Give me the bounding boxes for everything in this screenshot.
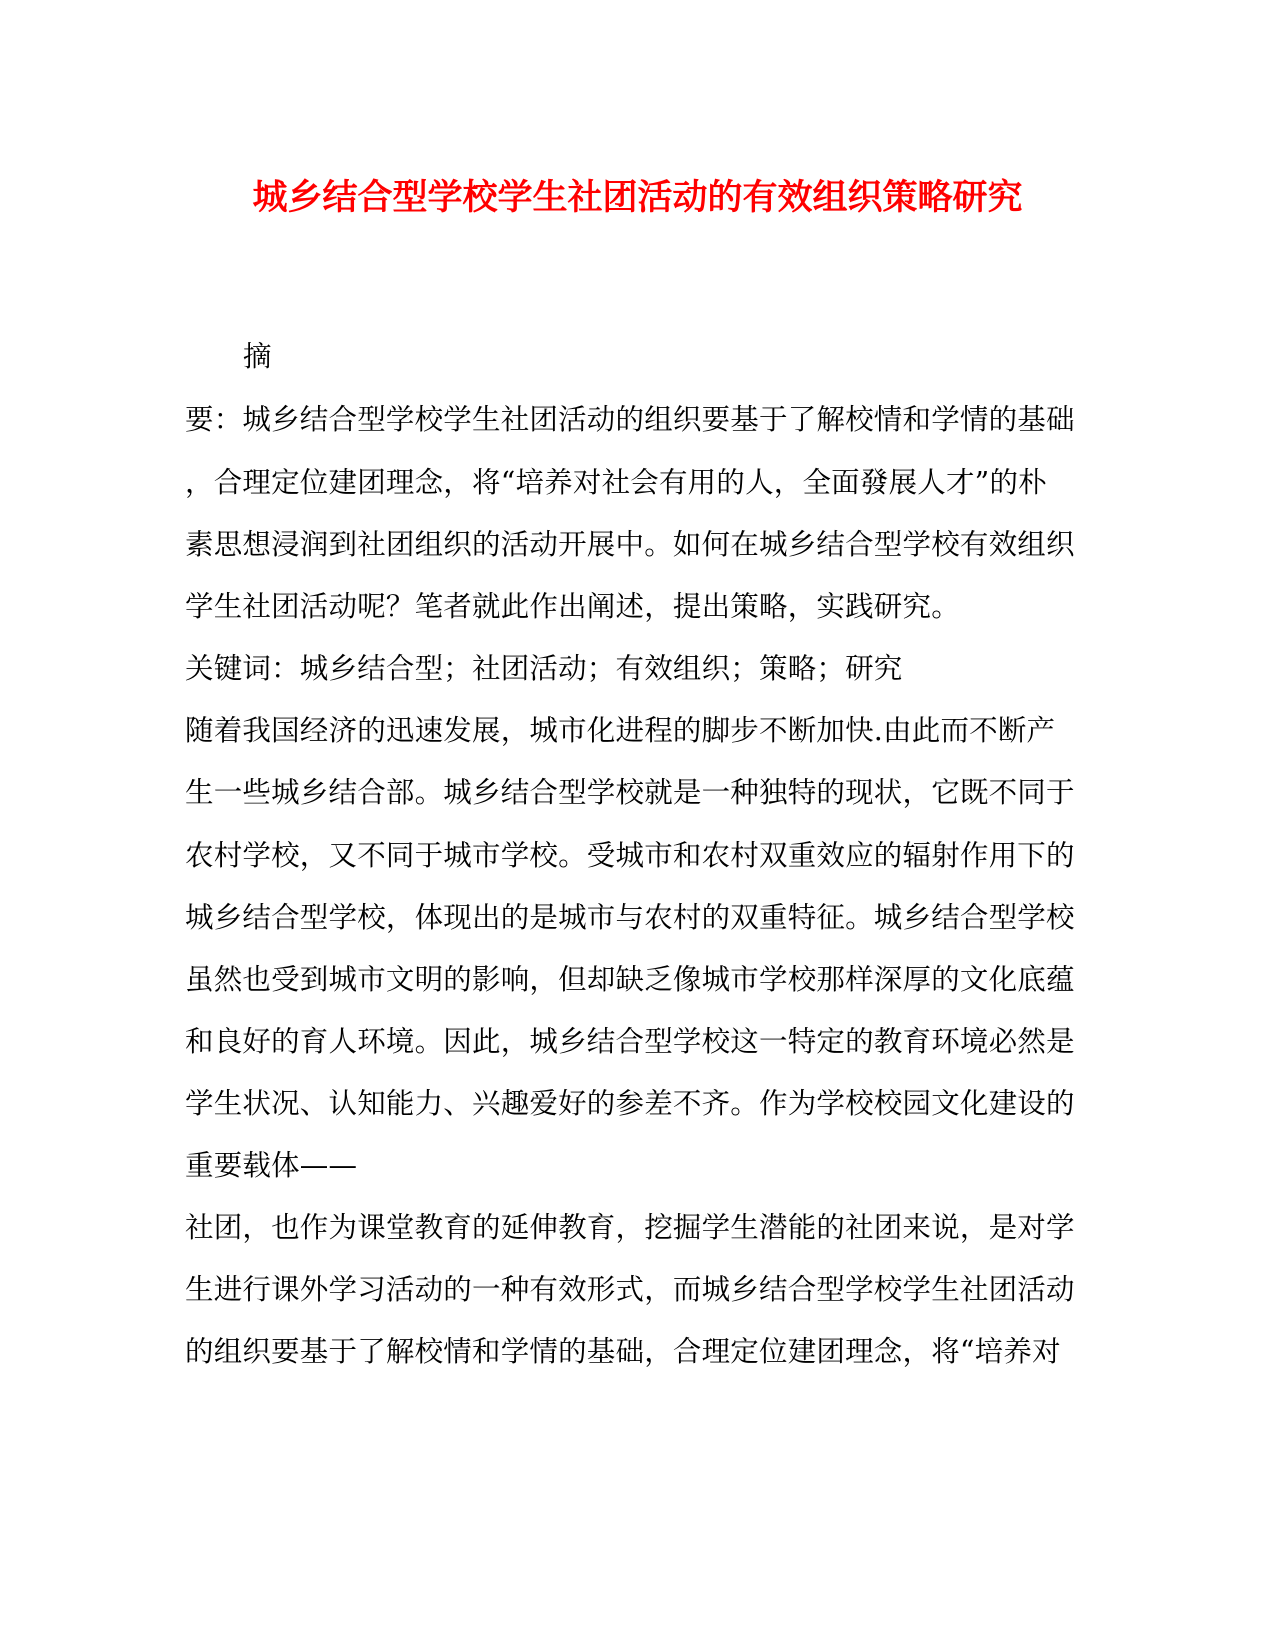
body-line: 随着我国经济的迅速发展，城市化进程的脚步不断加快.由此而不断产: [185, 714, 1056, 747]
body-line: ，合理定位建团理念，将“培养对社会有用的人，全面發展人才”的朴: [185, 466, 1047, 499]
body-line: 虽然也受到城市文明的影响，但却缺乏像城市学校那样深厚的文化底蕴: [185, 963, 1075, 996]
body-line: 生一些城乡结合部。城乡结合型学校就是一种独特的现状，它既不同于: [185, 776, 1075, 809]
body-line: 和良好的育人环境。因此，城乡结合型学校这一特定的教育环境必然是: [185, 1025, 1075, 1058]
body-line: 学生状况、认知能力、兴趣爱好的参差不齐。作为学校校园文化建设的: [185, 1087, 1075, 1120]
abstract-label-line: 摘: [243, 340, 272, 373]
body-line: 重要载体——: [185, 1149, 358, 1182]
body-line: 要：城乡结合型学校学生社团活动的组织要基于了解校情和学情的基础: [185, 403, 1075, 436]
body-line: 农村学校，又不同于城市学校。受城市和农村双重效应的辐射作用下的: [185, 839, 1075, 872]
body-line: 生进行课外学习活动的一种有效形式，而城乡结合型学校学生社团活动: [185, 1273, 1075, 1306]
document-title: 城乡结合型学校学生社团活动的有效组织策略研究: [252, 177, 1023, 218]
keywords-line: 关键词：城乡结合型；社团活动；有效组织；策略；研究: [185, 652, 903, 685]
body-line: 城乡结合型学校，体现出的是城市与农村的双重特征。城乡结合型学校: [185, 901, 1075, 934]
body-line: 的组织要基于了解校情和学情的基础，合理定位建团理念，将“培养对: [185, 1335, 1061, 1368]
body-line: 素思想浸润到社团组织的活动开展中。如何在城乡结合型学校有效组织: [185, 528, 1075, 561]
body-line: 学生社团活动呢？笔者就此作出阐述，提出策略，实践研究。: [185, 590, 960, 623]
body-line: 社团，也作为课堂教育的延伸教育，挖掘学生潜能的社团来说，是对学: [185, 1211, 1075, 1244]
